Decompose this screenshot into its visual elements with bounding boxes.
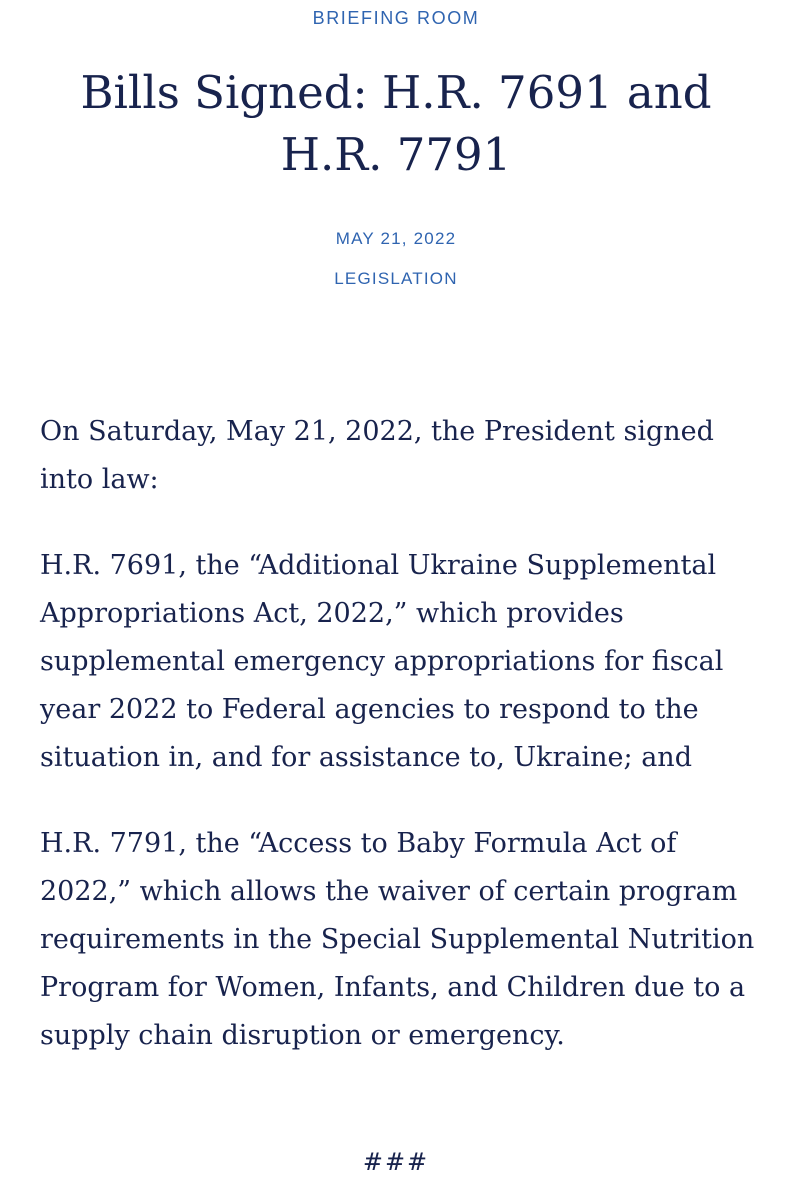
page-title: Bills Signed: H.R. 7691 and H.R. 7791 xyxy=(80,66,712,181)
article-body xyxy=(40,408,760,1098)
article-paragraph-intro: On Saturday, May 21, 2022, the President signed into law: xyxy=(40,416,714,495)
category-link[interactable]: LEGISLATION xyxy=(334,269,458,288)
article-paragraph-hr7691: H.R. 7691, the “Additional Ukraine Supplemental Appropriations Act, 2022,” which provides supplemental emergency appropriations for fiscal year 2022 to Federal agencies to respond to the situation in, and for assistance to, Ukraine; and xyxy=(40,550,724,773)
publish-date: MAY 21, 2022 xyxy=(335,229,457,248)
briefing-room-link[interactable]: BRIEFING ROOM xyxy=(312,8,480,28)
article-paragraph-hr7791: H.R. 7791, the “Access to Baby Formula Act of 2022,” which allows the waiver of certain program requirements in the Special Supplemental Nutrition Program for Women, Infants, and Children due to a supply chain disruption or emergency. xyxy=(40,828,755,1051)
end-of-release-mark: ### xyxy=(362,1148,430,1176)
